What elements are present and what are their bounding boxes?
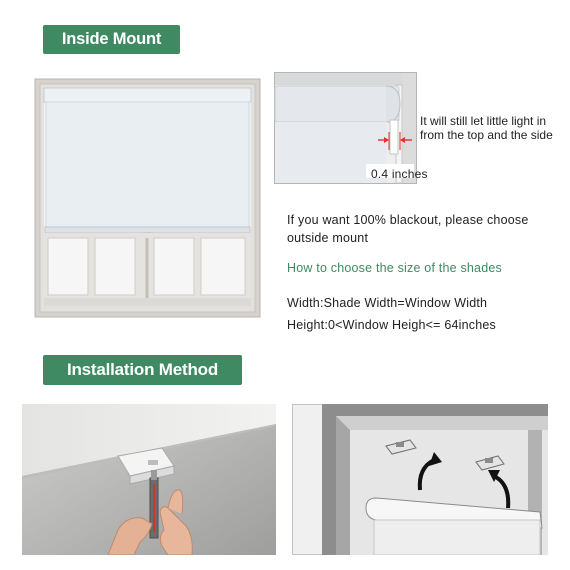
blackout-note-line1: If you want 100% blackout, please choose bbox=[287, 213, 529, 227]
bracket-mounting-diagram bbox=[292, 404, 548, 555]
light-note-line2: from the top and the side bbox=[420, 128, 553, 142]
width-formula: Width:Shade Width=Window Width bbox=[287, 296, 488, 310]
inside-mount-badge: Inside Mount bbox=[43, 25, 180, 54]
window-pane bbox=[95, 238, 135, 295]
size-heading: How to choose the size of the shades bbox=[287, 261, 502, 275]
height-formula: Height:0<Window Heigh<= 64inches bbox=[287, 318, 496, 332]
window-pane bbox=[48, 238, 88, 295]
gap-label: 0.4 inches bbox=[371, 167, 428, 181]
shade-fabric bbox=[46, 102, 249, 228]
bracket-installation-photo bbox=[22, 404, 276, 555]
shade-cassette bbox=[44, 88, 251, 102]
light-note-line1: It will still let little light in bbox=[420, 114, 547, 128]
window-pane bbox=[154, 238, 194, 295]
window-pane bbox=[201, 238, 245, 295]
inside-mount-window-illustration bbox=[34, 78, 261, 318]
roller-cassette bbox=[275, 86, 399, 122]
blackout-note-line2: outside mount bbox=[287, 231, 369, 245]
shade-bottom-bar bbox=[45, 227, 250, 233]
installation-method-badge: Installation Method bbox=[43, 355, 242, 385]
